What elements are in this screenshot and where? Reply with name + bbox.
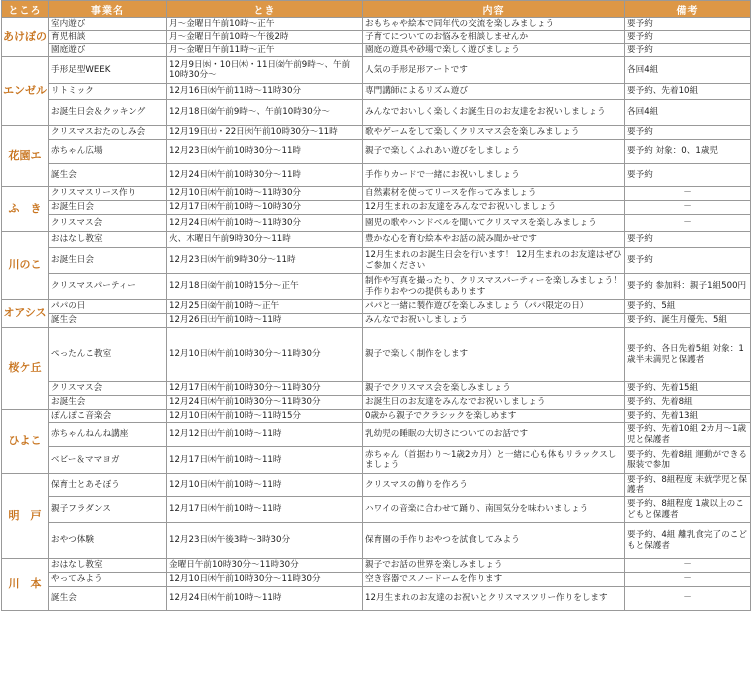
remark-cell: 要予約、各日先着5組 対象：1歳半未満児と保護者: [625, 328, 751, 382]
time-cell: 12月24日㈭午前10時～11時30分: [167, 215, 363, 232]
time-cell: 火、木曜日午前9時30分～11時: [167, 232, 363, 248]
content-cell: 自然素材を使ってリースを作ってみましょう: [363, 187, 625, 201]
remark-cell: 要予約、5組: [625, 300, 751, 314]
event-cell: 親子フラダンス: [49, 497, 167, 523]
event-cell: お誕生日会: [49, 248, 167, 274]
time-cell: 12月24日㈭午前10時30分～11時: [167, 164, 363, 187]
content-cell: 人気の手形足形アートです: [363, 57, 625, 84]
event-cell: 誕生会: [49, 587, 167, 611]
time-cell: 12月24日㈭午前10時30分～11時30分: [167, 396, 363, 410]
remark-cell: 要予約、先着8組: [625, 396, 751, 410]
content-cell: 専門講師によるリズム遊び: [363, 84, 625, 100]
time-cell: 12月23日㈬午前10時30分～11時: [167, 140, 363, 164]
content-cell: みんなでお祝いしましょう: [363, 314, 625, 328]
remark-cell: 要予約、先着15組: [625, 382, 751, 396]
content-cell: 手作りカードで一緒にお祝いしましょう: [363, 164, 625, 187]
event-cell: やってみよう: [49, 573, 167, 587]
remark-cell: －: [625, 559, 751, 573]
time-cell: 12月10日㈭午前10時～11時30分: [167, 187, 363, 201]
place-cell: 花園エ: [2, 126, 49, 187]
table-row: [2, 474, 751, 497]
content-cell: 保育園の手作りおやつを試食してみよう: [363, 523, 625, 559]
event-cell: 室内遊び: [49, 18, 167, 31]
table-row: [2, 573, 751, 587]
table-row: [2, 18, 751, 31]
header-when: とき: [167, 1, 363, 18]
table-row: [2, 187, 751, 201]
table-row: [2, 31, 751, 44]
event-cell: 園庭遊び: [49, 44, 167, 57]
time-cell: 12月16日㈬午前11時～11時30分: [167, 84, 363, 100]
time-cell: 月～金曜日午前10時～正午: [167, 18, 363, 31]
table-row: [2, 410, 751, 423]
remark-cell: 要予約: [625, 164, 751, 187]
schedule-table: [1, 0, 751, 611]
content-cell: 赤ちゃん（首据わり～1歳2カ月）と一緒に心も体もリラックスしましょう: [363, 447, 625, 474]
content-cell: 豊かな心を育む絵本やお話の読み聞かせです: [363, 232, 625, 248]
remark-cell: 各回4組: [625, 57, 751, 84]
content-cell: おもちゃや絵本で同年代の交流を楽しみましょう: [363, 18, 625, 31]
content-cell: 園児の歌やハンドベルを聞いてクリスマスを楽しみましょう: [363, 215, 625, 232]
content-cell: クリスマスの飾りを作ろう: [363, 474, 625, 497]
place-cell: エンゼル: [2, 57, 49, 126]
content-cell: 乳幼児の睡眠の大切さについてのお話です: [363, 423, 625, 447]
event-cell: 赤ちゃん広場: [49, 140, 167, 164]
time-cell: 金曜日午前10時30分～11時30分: [167, 559, 363, 573]
event-cell: おやつ体験: [49, 523, 167, 559]
content-cell: 12月生まれのお誕生日会を行います！ 12月生まれのお友達はぜひご参加ください: [363, 248, 625, 274]
header-content: 内容: [363, 1, 625, 18]
table-header: [2, 1, 751, 18]
event-cell: 誕生会: [49, 164, 167, 187]
time-cell: 12月18日㈮午前9時～、午前10時30分～: [167, 100, 363, 126]
content-cell: みんなでおいしく楽しくお誕生日のお友達をお祝いしましょう: [363, 100, 625, 126]
place-cell: 川 本: [2, 559, 49, 611]
time-cell: 12月12日㈯午前10時～11時: [167, 423, 363, 447]
remark-cell: 要予約、先着13組: [625, 410, 751, 423]
event-cell: お誕生日会: [49, 201, 167, 215]
remark-cell: －: [625, 587, 751, 611]
table-row: [2, 423, 751, 447]
content-cell: ハワイの音楽に合わせて踊り、南国気分を味わいましょう: [363, 497, 625, 523]
content-cell: 空き容器でスノードームを作ります: [363, 573, 625, 587]
remark-cell: －: [625, 187, 751, 201]
table-row: [2, 201, 751, 215]
table-row: [2, 447, 751, 474]
time-cell: 12月25日㈮午前10時～正午: [167, 300, 363, 314]
event-cell: おはなし教室: [49, 559, 167, 573]
time-cell: 12月10日㈭午前10時30分～11時30分: [167, 573, 363, 587]
time-cell: 12月17日㈭午前10時～11時: [167, 447, 363, 474]
table-row: [2, 523, 751, 559]
table-row: [2, 328, 751, 382]
time-cell: 12月26日㈯午前10時～11時: [167, 314, 363, 328]
table-row: [2, 84, 751, 100]
remark-cell: 要予約: [625, 31, 751, 44]
table-row: [2, 248, 751, 274]
place-cell: ふ き: [2, 187, 49, 232]
event-cell: ぽんぽこ音楽会: [49, 410, 167, 423]
remark-cell: 各回4組: [625, 100, 751, 126]
remark-cell: 要予約 対象：0、1歳児: [625, 140, 751, 164]
place-cell: 明 戸: [2, 474, 49, 559]
time-cell: 月～金曜日午前10時～午後2時: [167, 31, 363, 44]
place-cell: あけぼの: [2, 18, 49, 57]
remark-cell: 要予約、8組程度 1歳以上のこどもと保護者: [625, 497, 751, 523]
table-row: [2, 215, 751, 232]
content-cell: 親子でクリスマス会を楽しみましょう: [363, 382, 625, 396]
time-cell: 12月24日㈭午前10時～11時: [167, 587, 363, 611]
table-row: [2, 559, 751, 573]
content-cell: パパと一緒に製作遊びを楽しみましょう（パパ限定の日）: [363, 300, 625, 314]
content-cell: 親子で楽しくふれあい遊びをしましょう: [363, 140, 625, 164]
event-cell: クリスマス会: [49, 382, 167, 396]
table-row: [2, 497, 751, 523]
content-cell: 親子でお話の世界を楽しみましょう: [363, 559, 625, 573]
content-cell: 親子で楽しく制作をします: [363, 328, 625, 382]
table-row: [2, 100, 751, 126]
table-row: [2, 232, 751, 248]
event-cell: 育児相談: [49, 31, 167, 44]
event-cell: ぺったんこ教室: [49, 328, 167, 382]
table-row: [2, 274, 751, 300]
event-cell: ベビー＆ママヨガ: [49, 447, 167, 474]
time-cell: 12月10日㈭午前10時30分～11時30分: [167, 328, 363, 382]
place-cell: オアシス: [2, 300, 49, 328]
time-cell: 12月17日㈭午前10時～11時: [167, 497, 363, 523]
table-row: [2, 587, 751, 611]
event-cell: クリスマスおたのしみ会: [49, 126, 167, 140]
content-cell: お誕生日のお友達をみんなでお祝いしましょう: [363, 396, 625, 410]
place-cell: 川のこ: [2, 232, 49, 300]
remark-cell: 要予約、誕生月優先、5組: [625, 314, 751, 328]
place-cell: 桜ケ丘: [2, 328, 49, 410]
table-row: [2, 164, 751, 187]
content-cell: 0歳から親子でクラシックを楽しめます: [363, 410, 625, 423]
table-row: [2, 126, 751, 140]
event-cell: おはなし教室: [49, 232, 167, 248]
time-cell: 12月17日㈭午前10時～10時30分: [167, 201, 363, 215]
table-row: [2, 140, 751, 164]
remark-cell: －: [625, 573, 751, 587]
remark-cell: －: [625, 201, 751, 215]
remark-cell: 要予約: [625, 232, 751, 248]
content-cell: 12月生まれのお友達のお祝いとクリスマスツリー作りをします: [363, 587, 625, 611]
table-row: [2, 396, 751, 410]
time-cell: 12月17日㈭午前10時30分～11時30分: [167, 382, 363, 396]
header-event: 事業名: [49, 1, 167, 18]
time-cell: 12月10日㈭午前10時～11時: [167, 474, 363, 497]
content-cell: 子育てについてのお悩みを相談しませんか: [363, 31, 625, 44]
table-row: [2, 300, 751, 314]
remark-cell: 要予約、8組程度 未就学児と保護者: [625, 474, 751, 497]
time-cell: 12月23日㈬午後3時～3時30分: [167, 523, 363, 559]
place-cell: ひよこ: [2, 410, 49, 474]
event-cell: 手形足型WEEK: [49, 57, 167, 84]
event-cell: お誕生日会＆クッキング: [49, 100, 167, 126]
time-cell: 12月9日㈬・10日㈭・11日㈮午前9時～、午前10時30分～: [167, 57, 363, 84]
remark-cell: 要予約、4組 離乳食完了のこどもと保護者: [625, 523, 751, 559]
header-place: ところ: [2, 1, 49, 18]
content-cell: 制作や写真を撮ったり、クリスマスパーティーを楽しみましょう！手作りおやつの提供もあります: [363, 274, 625, 300]
header-remark: 備考: [625, 1, 751, 18]
remark-cell: 要予約 参加料：親子1組500円: [625, 274, 751, 300]
time-cell: 12月10日㈭午前10時～11時15分: [167, 410, 363, 423]
table-row: [2, 382, 751, 396]
table-row: [2, 314, 751, 328]
content-cell: 12月生まれのお友達をみんなでお祝いしましょう: [363, 201, 625, 215]
time-cell: 12月19日㈯・22日㈫午前10時30分～11時: [167, 126, 363, 140]
event-cell: クリスマスパーティー: [49, 274, 167, 300]
time-cell: 12月18日㈮午前10時15分～正午: [167, 274, 363, 300]
remark-cell: 要予約、先着8組 運動ができる服装で参加: [625, 447, 751, 474]
remark-cell: 要予約: [625, 248, 751, 274]
table-row: [2, 57, 751, 84]
event-cell: リトミック: [49, 84, 167, 100]
content-cell: 園庭の遊具や砂場で楽しく遊びましょう: [363, 44, 625, 57]
event-cell: お誕生会: [49, 396, 167, 410]
content-cell: 歌やゲームをして楽しくクリスマス会を楽しみましょう: [363, 126, 625, 140]
event-cell: 誕生会: [49, 314, 167, 328]
remark-cell: 要予約: [625, 126, 751, 140]
remark-cell: 要予約: [625, 18, 751, 31]
remark-cell: 要予約、先着10組: [625, 84, 751, 100]
remark-cell: 要予約: [625, 44, 751, 57]
table-row: [2, 44, 751, 57]
event-cell: クリスマス会: [49, 215, 167, 232]
event-cell: パパの日: [49, 300, 167, 314]
event-cell: 赤ちゃんねんね講座: [49, 423, 167, 447]
remark-cell: 要予約、先着10組 2カ月～1歳児と保護者: [625, 423, 751, 447]
remark-cell: －: [625, 215, 751, 232]
time-cell: 12月23日㈬午前9時30分～11時: [167, 248, 363, 274]
event-cell: クリスマスリース作り: [49, 187, 167, 201]
time-cell: 月～金曜日午前11時～正午: [167, 44, 363, 57]
event-cell: 保育士とあそぼう: [49, 474, 167, 497]
